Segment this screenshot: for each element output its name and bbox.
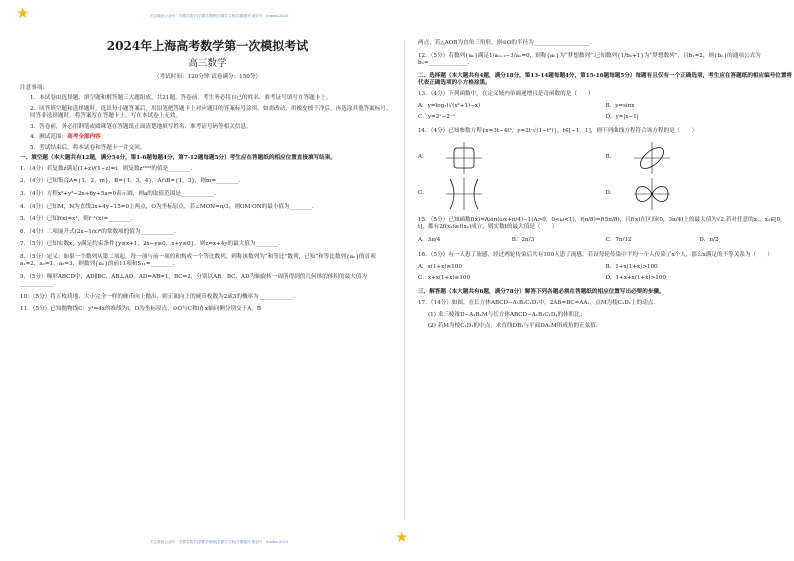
graph-a bbox=[444, 141, 484, 175]
q15-option-d: D．π/2 bbox=[699, 237, 719, 244]
question-7: 7．（5分）已知实数x，y满足约束条件{y≤x+1，2x−y≤0，x+y≥0}，则z=x+4y的最大值为________. bbox=[20, 241, 280, 248]
q15-option-a: A．3π/4 bbox=[418, 237, 441, 244]
question-6: 6．（4分）二项展开式(2x−1/x)⁶的常数项的值为____________. bbox=[20, 228, 176, 235]
section3-heading: 三、解答题（本大题共有6题，满分78分）解答下列各题必须在答题纸的相应位置写出必要的步骤。 bbox=[418, 289, 665, 296]
q15-options bbox=[418, 237, 793, 248]
notes-heading: 注意事项： bbox=[20, 84, 48, 91]
q14-label-d: D． bbox=[605, 190, 616, 197]
note-item: 3．答卷前，务必用钢笔或圆珠笔在答题纸正面清楚地填写姓名、准考证号码等相关信息。 bbox=[30, 123, 252, 130]
graph-c bbox=[444, 177, 484, 211]
q16-option-d: D．1+x+x(1+x)>100 bbox=[605, 274, 666, 281]
column-divider bbox=[404, 40, 405, 520]
note-item bbox=[20, 134, 395, 142]
q13-option-a: A．y=log₂(√(x²+1)−x) bbox=[418, 103, 481, 110]
graph-d bbox=[632, 177, 672, 211]
q14-option-a bbox=[418, 141, 606, 175]
section2-heading: 二、选择题（本大题共有4题，满分18分，第13-14题每题4分，第15-16题每题5分）每题有且仅有一个正确选项，考生应在答题纸的相应编号位置将代表正确选项的小方格涂黑。 bbox=[418, 72, 793, 87]
q14-label-c: C． bbox=[418, 190, 428, 197]
right-column bbox=[418, 40, 793, 333]
q15-option-c: C．7π/12 bbox=[605, 237, 632, 244]
note4-label: 4．测试范围： bbox=[30, 134, 68, 141]
q14-label-b: B． bbox=[605, 154, 616, 161]
question-3: 3．（4分）方程x²+y²−2x+6y+5a=0表示圆，则a的取值范围是____________. bbox=[20, 191, 217, 198]
star-logo-icon: ★ bbox=[395, 528, 409, 546]
question-9: 9．（5分）梯形ABCD中，AD∥BC，AB⊥AD，AD=AB=1，BC=2，分别以AB、BC、AD为轴旋转一周所得到的几何体的体积的最大值为____________. bbox=[20, 273, 367, 288]
star-logo-icon: ★ bbox=[16, 4, 30, 22]
q16-option-b: B．1+x(1+x)>100 bbox=[605, 264, 658, 271]
left-column bbox=[20, 38, 395, 319]
q14-option-b bbox=[606, 141, 794, 175]
graph-b bbox=[632, 141, 672, 175]
question-10: 10．（5分）将五枚质地、大小完全一样的硬币向上抛出，则正面向上的硬币枚数为2或3的概率为____________. bbox=[20, 293, 295, 300]
time-info: （考试时间：120分钟 试卷满分：150分） bbox=[153, 74, 262, 80]
question-5: 5．（4分）已知f(x)=x³，则f⁻¹(x)=________. bbox=[20, 216, 133, 223]
note-item: 2．回答填空题和选择题时，选出每小题答案后，用铅笔把答题卡上对应题目的答案标号涂黑。如需改动，用橡皮擦干净后，再选涂其他答案标号。回答非选择题时，将答案写在答题卡上。写在本试卷上无效。 bbox=[30, 105, 392, 120]
q16-options bbox=[418, 264, 793, 285]
exam-subtitle: 高三数学 bbox=[188, 58, 227, 70]
question-17: 17．（14分）如图，在长方体ABCD−A₁B₁C₁D₁中，2AB=BC=AA₁，点M为棱C₁D₁上的动点. bbox=[418, 299, 656, 306]
q16-option-a: A．x(1+x)≥100 bbox=[418, 264, 462, 271]
q14-graphs bbox=[418, 141, 793, 213]
question-11: 11．（5分）已知抛物线C：y²=4x的准线为l，O为坐标原点，⊙O与C和l在x轴同侧分别交于A，B bbox=[20, 306, 261, 313]
header-note: 关注微信公众号：学霸学数学|学霸学物理|学霸学文科|学霸题库 微信号：Xueba-2024 bbox=[150, 14, 289, 18]
question-11-cont: 两点，若△AOB为直角三角形，则⊙O的半径为____________________. bbox=[418, 40, 592, 46]
note-item: 5．考试结束后，将本试卷和答题卡一并交回。 bbox=[30, 144, 146, 151]
q14-label-a: A． bbox=[418, 154, 428, 161]
q13-option-c: C．y=2ˣ−2⁻ˣ bbox=[418, 113, 456, 120]
question-1: 1．（4分）若复数z满足(1+z)/(1−z)=i，则复数z²⁰²³的值是________. bbox=[20, 165, 193, 172]
question-13: 13．（4分）下列函数中，在定义域内单调递增且是奇函数的是（ ） bbox=[418, 90, 594, 97]
note-item: 1．本试卷由选择题、填空题和解答题三大题组成，共21题。答卷前，考生务必将自己的姓名、准考证号填写在答题卡上。 bbox=[30, 95, 332, 102]
q14-option-c bbox=[418, 177, 606, 211]
q14-option-d bbox=[606, 177, 794, 211]
q13-option-b: B．y=sinx bbox=[605, 103, 635, 110]
q17-part-1: (1) 求三棱锥D−A₁B₁M与长方体ABCD−A₁B₁C₁D₁的体积比； bbox=[428, 312, 586, 319]
q13-options bbox=[418, 103, 793, 124]
question-16: 16．（5分）有一人患了流感，经过两轮传染后共有100人患了流感，若设每轮传染中平均一个人传染了x个人，那么x满足的不等关系为（ ） bbox=[418, 251, 773, 258]
question-12: 12．（5分）若数列{aₙ}满足1/aₙ₊₁−3/aₙ=0，则称{aₙ}为“梦想数列”.已知数列{1/bₙ+1}为“梦想数列”，且b₁=2，则{bₙ}的通项公式为bₙ=______________. bbox=[418, 52, 761, 67]
q15-option-b: B．2π/3 bbox=[511, 237, 535, 244]
q17-part-2: (2) 若M为棱C₁D₁的中点，求直线DB₁与平面DA₁M所成角的正弦值. bbox=[428, 322, 598, 329]
note4-value: 高考全部内容 bbox=[67, 134, 101, 141]
q13-option-d: D．y=|x−1| bbox=[605, 113, 639, 120]
question-8: 8．（5分）定义：如果一个数列从第二项起，每一项与前一项的和构成一个等比数列，则称该数列为“和等比”数列，已知“和等比数列{aₙ}的首项a₁=2，a₂=1，a₃=3，则数列{aₙ}的前11项和S₁₁=________. bbox=[20, 253, 376, 268]
section1-heading: 一、填空题（本大题共有12题，满分54分，第1-6题每题4分，第7-12题每题5分）考生应在答题纸的相应位置直接填写结果。 bbox=[20, 155, 336, 162]
footer-note: 关注微信公众号：学霸学数学|学霸学物理|学霸学文科|学霸题库 微信号：Xueba-2024 bbox=[150, 540, 289, 544]
question-15: 15．（5分）已知函数f(x)=Asin(ωx+π/4)−1(A>0，0<ω<1)，f(π/8)=f(5π/8)，且f(x)在区间(0，3π/4)上的最大值为√2.若对任意的x₁，x₂∈[0，t]，都有2f(x₁)≥f(x₂)成立，则实数t的最大值是（ ） bbox=[418, 216, 786, 231]
exam-title: 2024年上海高考数学第一次模拟考试 bbox=[106, 39, 309, 53]
question-4: 4．（4分）已知M，N为直线3x+4y−15=0上两点，O为坐标原点，若∠MON=π/3，则OM·ON的最小值为________. bbox=[20, 203, 314, 210]
question-2: 2．（4分）已知集合A={1，2，m}，B={1，3，4}，A∩B={1，3}，则m=________. bbox=[20, 178, 241, 185]
q16-option-c: C．x+x(1+x)≥100 bbox=[418, 274, 470, 281]
question-14: 14．（4分）已知参数方程{x=3t−4t³，y=2t·√(1−t²)}，t∈[−1，1]，则下列曲线方程符合该方程的是（ ） bbox=[418, 128, 698, 135]
